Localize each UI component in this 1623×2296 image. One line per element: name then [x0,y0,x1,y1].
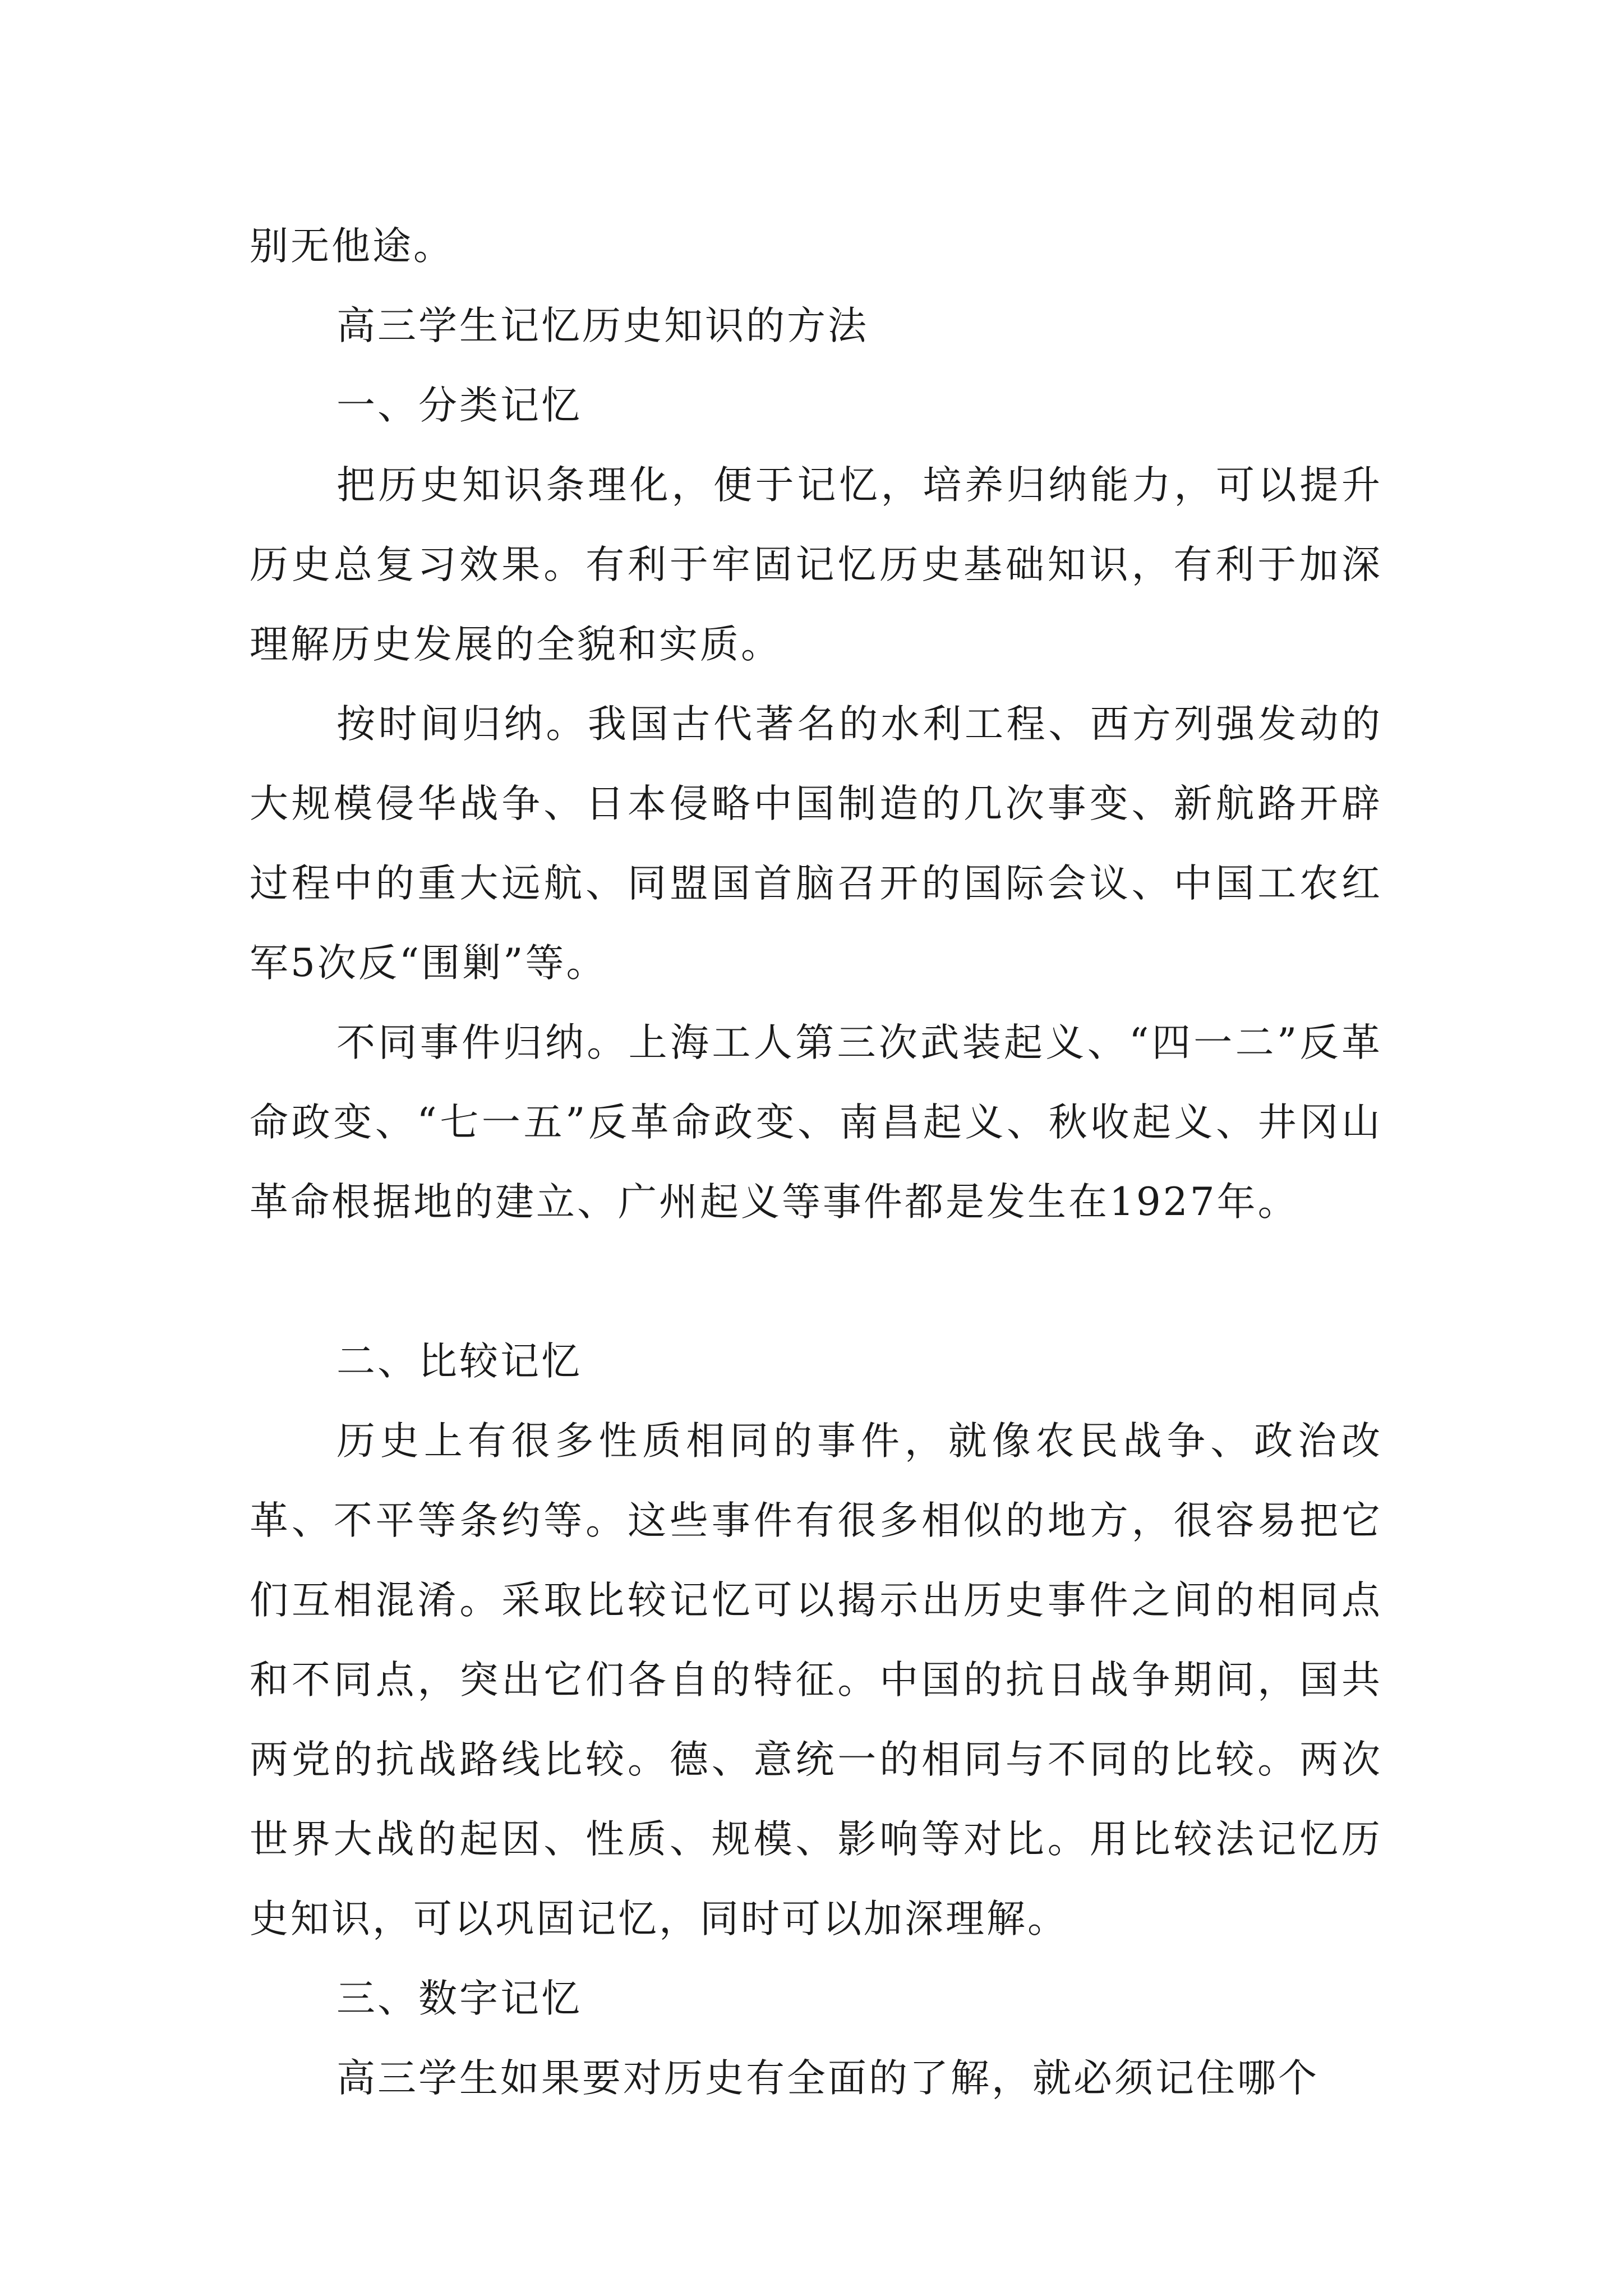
paragraph-by-time: 按时间归纳。我国古代著名的水利工程、西方列强发动的大规模侵华战争、日本侵略中国制造的几次事变、新航路开辟过程中的重大远航、同盟国首脑召开的国际会议、中国工农红军5次反“围剿”等。 [250,702,1382,986]
paragraph-intro-ending: 别无他途。 [250,224,454,269]
paragraph-number-memory: 高三学生如果要对历史有全面的了解，就必须记住哪个 [336,2056,1319,2101]
paragraph-comparison: 历史上有很多性质相同的事件，就像农民战争、政治改革、不平等条约等。这些事件有很多相似的地方，很容易把它们互相混淆。采取比较记忆可以揭示出历史事件之间的相同点和不同点，突出它们各自的特征。中国的抗日战争期间，国共两党的抗战路线比较。德、意统一的相同与不同的比较。两次世界大战的起因、性质、规模、影响等对比。用比较法记忆历史知识，可以巩固记忆，同时可以加深理解。 [250,1419,1382,1941]
paragraph-classification-intro: 把历史知识条理化，便于记忆，培养归纳能力，可以提升历史总复习效果。有利于牢固记忆历史基础知识，有利于加深理解历史发展的全貌和实质。 [250,463,1382,667]
heading-number-memory: 三、数字记忆 [336,1976,582,2021]
heading-classification-memory: 一、分类记忆 [336,383,582,428]
section-title: 高三学生记忆历史知识的方法 [336,303,869,348]
heading-comparison-memory: 二、比较记忆 [336,1339,582,1384]
paragraph-by-event: 不同事件归纳。上海工人第三次武装起义、“四一二”反革命政变、“七一五”反革命政变、南昌起义、秋收起义、井冈山革命根据地的建立、广州起义等事件都是发生在1927年。 [250,1020,1382,1225]
